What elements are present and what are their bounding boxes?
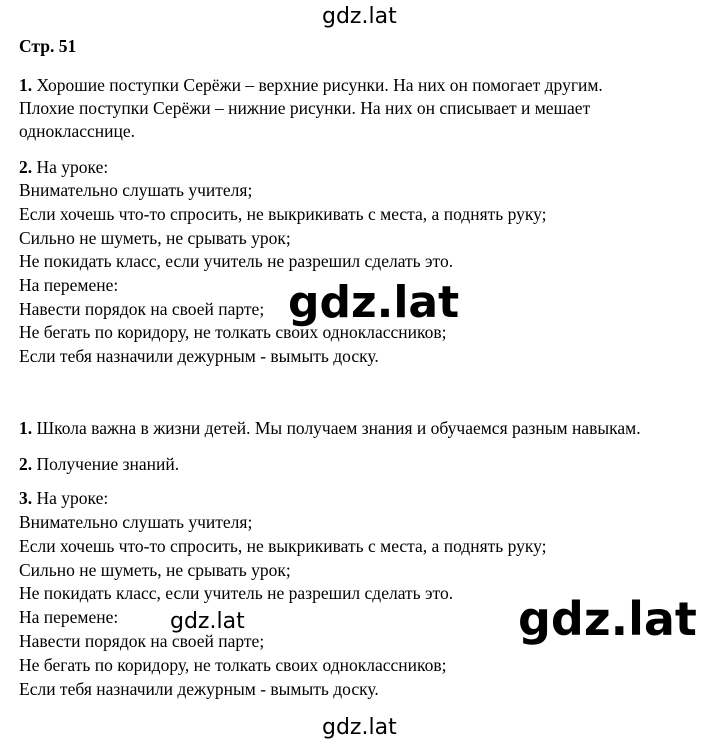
s2-item3-line: Если хочешь что-то спросить, не выкрикивать с места, а поднять руку; bbox=[19, 536, 547, 556]
s2-item2: 2. Получение знаний. bbox=[19, 454, 180, 474]
s1-item2-line: Внимательно слушать учителя; bbox=[19, 180, 253, 200]
s2-item3-number: 3. bbox=[19, 488, 33, 508]
s2-item3-line: Внимательно слушать учителя; bbox=[19, 512, 253, 532]
s1-item1-line1: 1. Хорошие поступки Серёжи – верхние рисунки. На них он помогает другим. bbox=[19, 75, 603, 95]
s1-item1-line2: Плохие поступки Серёжи – нижние рисунки. На них он списывает и мешает bbox=[19, 98, 591, 118]
page-heading: Стр. 51 bbox=[19, 36, 77, 56]
s1-item1-number: 1. bbox=[19, 75, 33, 95]
watermark-top: gdz.lat bbox=[322, 4, 397, 29]
s2-item3-line-first: 3. На уроке: bbox=[19, 488, 109, 508]
s1-item2-line: Сильно не шуметь, не срывать урок; bbox=[19, 228, 291, 248]
s2-item3-line: Если тебя назначили дежурным - вымыть доску. bbox=[19, 679, 379, 699]
s1-item2-line: На перемене: bbox=[19, 275, 119, 295]
s2-item2-number: 2. bbox=[19, 454, 33, 474]
s2-item3-line: Не бегать по коридору, не толкать своих одноклассников; bbox=[19, 655, 447, 675]
s2-item3-line: Навести порядок на своей парте; bbox=[19, 631, 265, 651]
s1-item1-line3: однокласснице. bbox=[19, 121, 136, 141]
watermark-middle: gdz.lat bbox=[288, 277, 460, 328]
s1-item2-line: Не покидать класс, если учитель не разрешил сделать это. bbox=[19, 251, 454, 271]
s1-item2-line: Не бегать по коридору, не толкать своих одноклассников; bbox=[19, 322, 447, 342]
watermark-bottom: gdz.lat bbox=[322, 715, 397, 740]
s2-item1: 1. Школа важна в жизни детей. Мы получаем знания и обучаемся разным навыкам. bbox=[19, 418, 641, 438]
s2-item3-line: Не покидать класс, если учитель не разрешил сделать это. bbox=[19, 583, 454, 603]
watermark-large: gdz.lat bbox=[518, 592, 697, 646]
s2-item3-line: На перемене: bbox=[19, 607, 119, 627]
s2-item1-number: 1. bbox=[19, 418, 33, 438]
s1-item2-number: 2. bbox=[19, 157, 33, 177]
s2-item3-line: Сильно не шуметь, не срывать урок; bbox=[19, 560, 291, 580]
s1-item2-line: Если хочешь что-то спросить, не выкрикивать с места, а поднять руку; bbox=[19, 204, 547, 224]
s1-item2-line: Навести порядок на своей парте; bbox=[19, 299, 265, 319]
s1-item2-line: Если тебя назначили дежурным - вымыть доску. bbox=[19, 346, 379, 366]
s1-item2-line-first: 2. На уроке: bbox=[19, 157, 109, 177]
watermark-small: gdz.lat bbox=[170, 609, 245, 634]
